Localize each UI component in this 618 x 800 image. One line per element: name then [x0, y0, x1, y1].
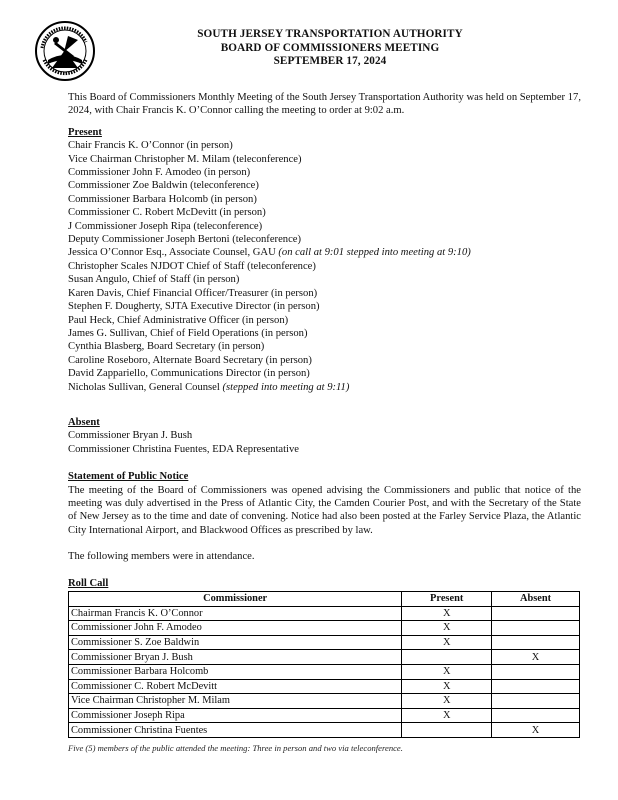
present-item-text: Chair Francis K. O’Connor (in person): [68, 140, 233, 152]
present-item: [68, 220, 581, 233]
present-item-text: Commissioner Zoe Baldwin (teleconference): [68, 180, 259, 192]
present-item: [68, 314, 581, 327]
present-item: [68, 327, 581, 340]
present-item: [68, 260, 581, 273]
cell-absent: [492, 679, 580, 694]
present-item-text: Caroline Roseboro, Alternate Board Secretary (in person): [68, 354, 312, 366]
intro-paragraph: This Board of Commissioners Monthly Meeting of the South Jersey Transportation Authority was held on September 17, 2024, with Chair Francis K. O’Connor calling the meeting to order at 9:02 a.m.: [68, 92, 581, 117]
present-item-text: Paul Heck, Chief Administrative Officer (in person): [68, 314, 289, 326]
table-row: [69, 664, 580, 679]
cell-commissioner: Chairman Francis K. O’Connor: [69, 606, 402, 621]
cell-commissioner: Commissioner Joseph Ripa: [69, 708, 402, 723]
present-item-text: Vice Chairman Christopher M. Milam (teleconference): [68, 153, 302, 165]
present-item: [68, 233, 581, 246]
notice-paragraph: The meeting of the Board of Commissioners was opened advising the Commissioners and public that notice of the meeting was duly advertised in the Press of Atlantic City, the Camden Courier Post, and with the Secretary of the State of New Jersey as to the time and date of convening. Notice had also been posted at the Farley Service Plaza, the Atlantic City International Airport, and Blackwood Offices as prescribed by law.: [68, 484, 581, 536]
header-line-1: SOUTH JERSEY TRANSPORTATION AUTHORITY: [197, 28, 463, 40]
table-row: [69, 621, 580, 636]
cell-absent: X: [492, 650, 580, 665]
notice-heading: Statement of Public Notice: [68, 471, 189, 483]
table-row: [69, 708, 580, 723]
cell-present: X: [402, 621, 492, 636]
present-item-text: Karen Davis, Chief Financial Officer/Treasurer (in person): [68, 287, 318, 299]
sjta-seal-logo: [34, 20, 96, 82]
present-heading: Present: [68, 126, 102, 138]
col-header-present: Present: [402, 592, 492, 607]
cell-absent: [492, 606, 580, 621]
table-row: [69, 694, 580, 709]
present-item-text: Deputy Commissioner Joseph Bertoni (teleconference): [68, 234, 301, 246]
present-item-text: Cynthia Blasberg, Board Secretary (in person): [68, 341, 265, 353]
present-item-text: Commissioner Barbara Holcomb (in person): [68, 193, 257, 205]
cell-present: X: [402, 679, 492, 694]
absent-list: [68, 429, 581, 456]
cell-present: X: [402, 635, 492, 650]
cell-commissioner: Commissioner John F. Amodeo: [69, 621, 402, 636]
cell-commissioner: Vice Chairman Christopher M. Milam: [69, 694, 402, 709]
present-item: [68, 193, 581, 206]
present-item: [68, 300, 581, 313]
cell-present: X: [402, 694, 492, 709]
cell-absent: X: [492, 723, 580, 738]
cell-present: [402, 650, 492, 665]
document-body: [68, 91, 581, 755]
present-item: [68, 139, 581, 152]
present-item-text: Stephen F. Dougherty, SJTA Executive Director (in person): [68, 301, 320, 313]
present-item: [68, 381, 581, 394]
present-item-text: Nicholas Sullivan, General Counsel: [68, 381, 223, 393]
present-item-note: (stepped into meeting at 9:11): [222, 381, 350, 393]
absent-heading: Absent: [68, 416, 100, 428]
present-item: [68, 367, 581, 380]
present-item-text: J Commissioner Joseph Ripa (teleconference): [68, 220, 263, 232]
present-item-text: Jessica O’Connor Esq., Associate Counsel, GAU: [68, 247, 279, 259]
rollcall-heading: Roll Call: [68, 577, 109, 589]
present-item: [68, 273, 581, 286]
present-item: [68, 179, 581, 192]
cell-absent: [492, 694, 580, 709]
table-row: [69, 723, 580, 738]
present-item: [68, 354, 581, 367]
present-item: [68, 340, 581, 353]
present-item-text: James G. Sullivan, Chief of Field Operations (in person): [68, 327, 308, 339]
header-line-2: BOARD OF COMMISSIONERS MEETING: [220, 41, 440, 54]
present-item: [68, 287, 581, 300]
table-row: [69, 679, 580, 694]
absent-item: Commissioner Bryan J. Bush: [68, 430, 193, 442]
cell-absent: [492, 708, 580, 723]
present-item-text: Christopher Scales NJDOT Chief of Staff (teleconference): [68, 260, 316, 272]
present-item: [68, 153, 581, 166]
cell-absent: [492, 621, 580, 636]
cell-present: X: [402, 708, 492, 723]
present-item: [68, 166, 581, 179]
present-item-note: (on call at 9:01 stepped into meeting at 9:10): [278, 247, 471, 259]
rollcall-table: [68, 591, 580, 738]
cell-present: X: [402, 606, 492, 621]
table-row: [69, 650, 580, 665]
present-item-text: Commissioner C. Robert McDevitt (in person): [68, 207, 266, 219]
rollcall-footnote: Five (5) members of the public attended the meeting: Three in person and two via teleconference.: [68, 742, 403, 753]
absent-item: Commissioner Christina Fuentes, EDA Representative: [68, 443, 299, 455]
cell-absent: [492, 664, 580, 679]
cell-commissioner: Commissioner C. Robert McDevitt: [69, 679, 402, 694]
cell-present: [402, 723, 492, 738]
col-header-absent: Absent: [492, 592, 580, 607]
rollcall-header-row: [69, 592, 580, 607]
present-item-text: David Zappariello, Communications Director (in person): [68, 368, 310, 380]
document-header: [100, 28, 560, 69]
header-line-3: SEPTEMBER 17, 2024: [273, 55, 387, 67]
table-row: [69, 635, 580, 650]
cell-absent: [492, 635, 580, 650]
table-row: [69, 606, 580, 621]
present-item: [68, 206, 581, 219]
present-item-text: Susan Angulo, Chief of Staff (in person): [68, 274, 240, 286]
cell-commissioner: Commissioner Bryan J. Bush: [69, 650, 402, 665]
cell-present: X: [402, 664, 492, 679]
col-header-commissioner: Commissioner: [69, 592, 402, 607]
attendance-text: The following members were in attendance.: [68, 551, 255, 563]
cell-commissioner: Commissioner Barbara Holcomb: [69, 664, 402, 679]
present-list: [68, 139, 581, 394]
cell-commissioner: Commissioner Christina Fuentes: [69, 723, 402, 738]
cell-commissioner: Commissioner S. Zoe Baldwin: [69, 635, 402, 650]
present-item: [68, 246, 581, 259]
present-item-text: Commissioner John F. Amodeo (in person): [68, 167, 251, 179]
